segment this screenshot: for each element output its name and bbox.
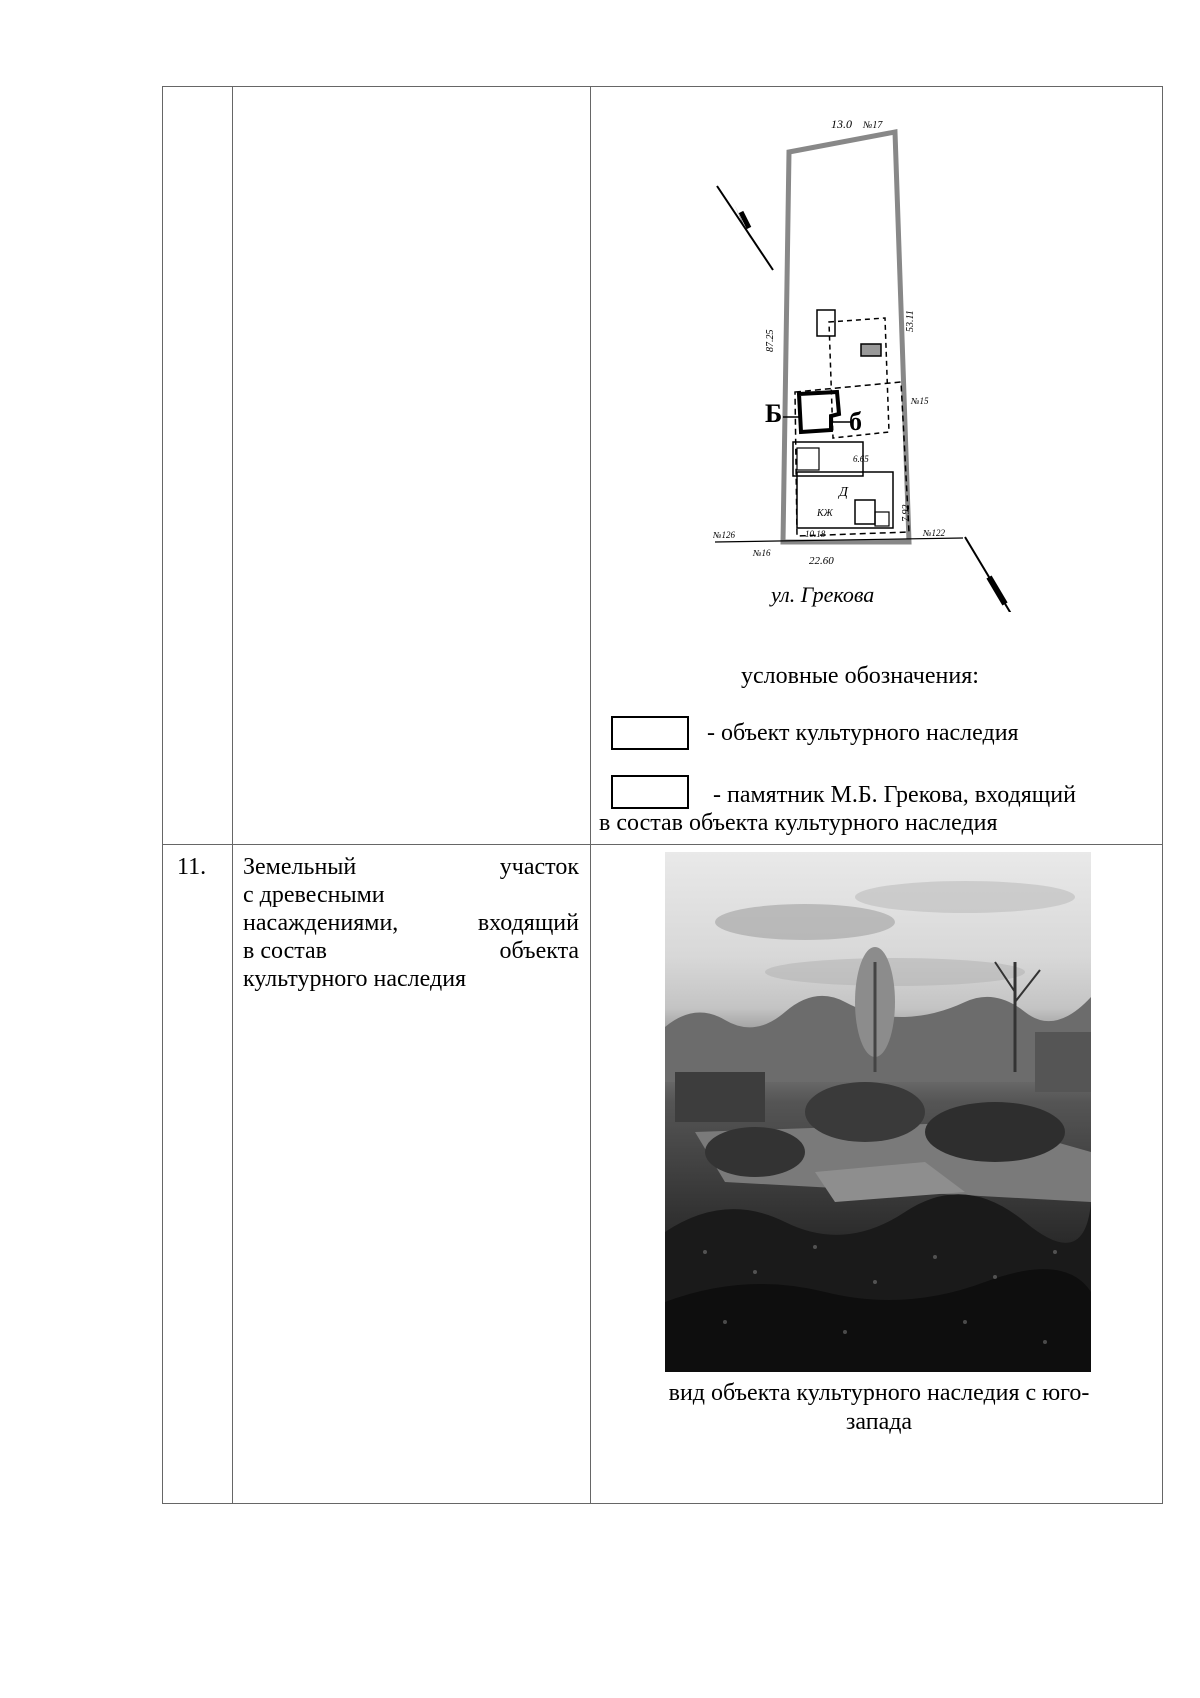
svg-text:87.25: 87.25 [765, 329, 776, 352]
legend-item-monument-line2: в состав объекта культурного наследия [599, 810, 998, 836]
photo-caption-line1: вид объекта культурного наследия с юго- [668, 1380, 1090, 1406]
row-number: 11. [177, 854, 207, 880]
desc-line: с древесными [243, 882, 385, 908]
row-description [243, 853, 579, 993]
site-photo [665, 852, 1091, 1372]
desc-line: культурного наследия [243, 966, 467, 992]
svg-text:6.65: 6.65 [853, 454, 869, 464]
svg-text:№17: №17 [863, 120, 883, 131]
desc-word: насаждениями, [243, 910, 399, 936]
dim-top-label: 13.0 [831, 117, 852, 131]
legend-box-heritage [611, 716, 689, 750]
legend-box-monument [611, 775, 689, 809]
svg-text:№16: №16 [753, 548, 771, 558]
plot-boundary [783, 132, 909, 542]
svg-text:№15: №15 [911, 396, 929, 406]
svg-text:№122: №122 [923, 528, 945, 538]
desc-word: входящий [477, 910, 579, 936]
svg-text:53.11: 53.11 [905, 310, 916, 332]
desc-word: в состав [243, 938, 327, 964]
photo-caption-line2: запада [845, 1409, 913, 1435]
desc-word: участок [499, 854, 579, 880]
desc-word: объекта [499, 938, 579, 964]
svg-text:7.92: 7.92 [901, 504, 912, 522]
svg-text:№126: №126 [713, 530, 735, 540]
row-divider [163, 844, 1162, 845]
dim-bottom-label: 22.60 [809, 555, 834, 567]
street-caption: ул. Грекова [771, 582, 875, 607]
legend-item-heritage: - объект культурного наследия [707, 720, 1019, 746]
heritage-building-outline [799, 392, 839, 432]
svg-text:КЖ: КЖ [817, 508, 833, 519]
desc-word: Земельный [243, 854, 357, 880]
heritage-table [162, 86, 1163, 1504]
svg-text:10.18: 10.18 [805, 529, 826, 539]
site-plan-drawing [713, 112, 1063, 612]
section-label-big: Б [765, 399, 783, 428]
section-label-small: б [849, 407, 862, 436]
column-divider-1 [232, 87, 233, 1503]
legend-item-monument-line1: - памятник М.Б. Грекова, входящий [713, 782, 1076, 808]
column-divider-2 [590, 87, 591, 1503]
svg-text:Д: Д [839, 485, 848, 500]
legend-title: условные обозначения: [741, 663, 979, 689]
site-plan [713, 112, 1063, 612]
